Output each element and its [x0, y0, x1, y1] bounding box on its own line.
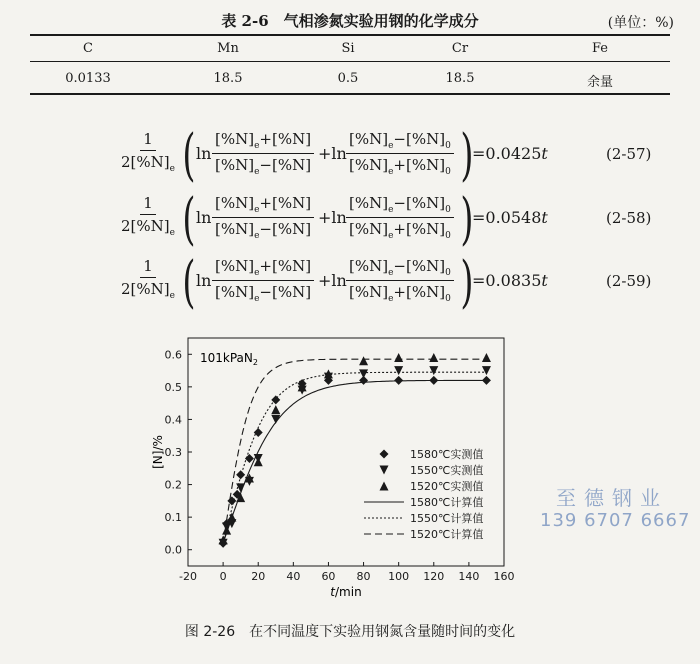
equation-fraction-2	[346, 257, 454, 304]
left-paren: (	[182, 187, 196, 252]
fraction-denominator: $[\%N]_e+[\%N]_0$	[349, 283, 451, 304]
equation-fraction-1	[212, 194, 314, 241]
equation-number: (2-57)	[606, 145, 652, 163]
data-point	[222, 526, 231, 535]
table-header-si: Si	[341, 41, 355, 56]
data-point	[359, 369, 368, 378]
table-value-fe: 余量	[586, 75, 613, 90]
x-tick-label: -20	[179, 570, 197, 583]
equation-fraction-1	[212, 257, 314, 304]
x-tick-label: 20	[251, 570, 266, 583]
legend-marker	[380, 450, 389, 459]
legend-label: 1520℃实测值	[410, 480, 484, 493]
ln-label: ln	[196, 271, 212, 290]
fraction-denominator: $2[\%N]_e$	[121, 217, 175, 238]
fraction-numerator: $[\%N]_e-[\%N]_0$	[346, 257, 454, 281]
x-tick-label: 120	[423, 570, 445, 583]
table-title: 表 2-6 气相渗氮实验用钢的化学成分	[221, 12, 479, 30]
legend-label: 1580℃实测值	[410, 448, 484, 461]
y-tick-label: 0.6	[164, 348, 182, 362]
table-bottom-rule	[30, 93, 670, 95]
y-tick-label: 0.2	[164, 478, 182, 492]
data-point	[271, 405, 280, 414]
fraction-denominator: $2[\%N]_e$	[121, 153, 175, 174]
x-tick-label: 40	[286, 570, 301, 583]
data-point	[394, 366, 403, 375]
right-paren: )	[460, 250, 474, 315]
ln-label: ln	[196, 144, 212, 163]
equation-rhs: =0.0425t	[472, 144, 548, 163]
y-tick-label: 0.3	[164, 446, 182, 459]
table-value-mn: 18.5	[213, 71, 243, 86]
x-tick-label: 160	[493, 570, 515, 583]
table-header-c: C	[83, 41, 93, 56]
equation-fraction-2	[346, 130, 454, 177]
equation-1	[0, 123, 700, 190]
table-header-mn: Mn	[217, 41, 239, 56]
chart-svg	[150, 330, 530, 605]
fraction-denominator: $2[\%N]_e$	[121, 280, 175, 301]
table-value-cr: 18.5	[445, 71, 475, 86]
y-tick-label: 0.4	[164, 413, 182, 427]
right-paren: )	[460, 123, 474, 188]
x-axis-label: t/min	[330, 585, 362, 599]
watermark-company: 至德钢业	[556, 486, 668, 510]
fraction-numerator: $[\%N]_e-[\%N]_0$	[346, 194, 454, 218]
data-point	[227, 513, 236, 522]
legend-label: 1580℃计算值	[410, 496, 484, 509]
fraction-numerator: $[\%N]_e+[\%N]$	[212, 194, 314, 218]
table-header-rule	[30, 61, 670, 62]
legend-label: 1520℃计算值	[410, 528, 484, 541]
table-value-c: 0.0133	[65, 71, 111, 86]
data-point	[429, 366, 438, 375]
equation-number: (2-59)	[606, 272, 652, 290]
equation-number: (2-58)	[606, 209, 652, 227]
data-point	[359, 356, 368, 365]
fraction-denominator: $[\%N]_e-[\%N]$	[215, 220, 312, 241]
equation-fraction-1	[212, 130, 314, 177]
plus-ln-label: +ln	[318, 144, 347, 163]
equation-fraction-2	[346, 194, 454, 241]
fraction-denominator: $[\%N]_e-[\%N]$	[215, 283, 312, 304]
legend-label: 1550℃实测值	[410, 464, 484, 477]
plus-ln-label: +ln	[318, 271, 347, 290]
table-header-cr: Cr	[451, 41, 469, 56]
fraction-numerator: $[\%N]_e+[\%N]$	[212, 257, 314, 281]
equation-prefix-fraction	[118, 130, 178, 174]
x-tick-label: 140	[458, 570, 480, 583]
figure-caption: 图 2-26 在不同温度下实验用钢氮含量随时间的变化	[184, 624, 516, 640]
table-header-fe: Fe	[591, 41, 608, 56]
fraction-numerator: 1	[140, 257, 156, 278]
data-point	[245, 454, 254, 463]
ln-label: ln	[196, 208, 212, 227]
x-tick-label: 0	[219, 570, 227, 583]
pressure-annotation: 101kPaN$_2$	[200, 351, 258, 367]
x-tick-label: 60	[321, 570, 336, 583]
table-value-si: 0.5	[337, 71, 359, 86]
data-point	[394, 353, 403, 362]
equation-3	[0, 250, 700, 317]
legend-marker	[380, 466, 389, 475]
chart	[150, 330, 530, 605]
data-point	[429, 353, 438, 362]
data-point	[271, 415, 280, 424]
x-tick-label: 100	[388, 570, 410, 583]
equation-prefix-fraction	[118, 194, 178, 238]
watermark-phone: 139 6707 6667	[540, 510, 691, 531]
fraction-denominator: $[\%N]_e+[\%N]_0$	[349, 156, 451, 177]
fraction-numerator: $[\%N]_e+[\%N]$	[212, 130, 314, 154]
data-point	[394, 376, 403, 385]
y-tick-label: 0.0	[164, 543, 182, 557]
equation-rhs: =0.0835t	[472, 271, 548, 290]
equation-rhs: =0.0548t	[472, 208, 548, 227]
y-tick-label: 0.5	[164, 380, 182, 394]
table-top-rule	[30, 34, 670, 36]
right-paren: )	[460, 187, 474, 252]
y-axis-label: [N]/%	[151, 435, 165, 469]
fraction-denominator: $[\%N]_e+[\%N]_0$	[349, 220, 451, 241]
left-paren: (	[182, 250, 196, 315]
legend-label: 1550℃计算值	[410, 512, 484, 525]
equation-prefix-fraction	[118, 257, 178, 301]
fraction-numerator: $[\%N]_e-[\%N]_0$	[346, 130, 454, 154]
data-point	[482, 353, 491, 362]
data-point	[429, 376, 438, 385]
y-tick-label: 0.1	[164, 511, 182, 525]
data-point	[236, 470, 245, 479]
plus-ln-label: +ln	[318, 208, 347, 227]
fraction-numerator: 1	[140, 130, 156, 151]
equation-2	[0, 187, 700, 254]
fraction-numerator: 1	[140, 194, 156, 215]
data-point	[482, 366, 491, 375]
fraction-denominator: $[\%N]_e-[\%N]$	[215, 156, 312, 177]
table-unit: (单位：%)	[607, 15, 674, 31]
data-point	[482, 376, 491, 385]
left-paren: (	[182, 123, 196, 188]
legend-marker	[380, 482, 389, 491]
x-tick-label: 80	[356, 570, 371, 583]
